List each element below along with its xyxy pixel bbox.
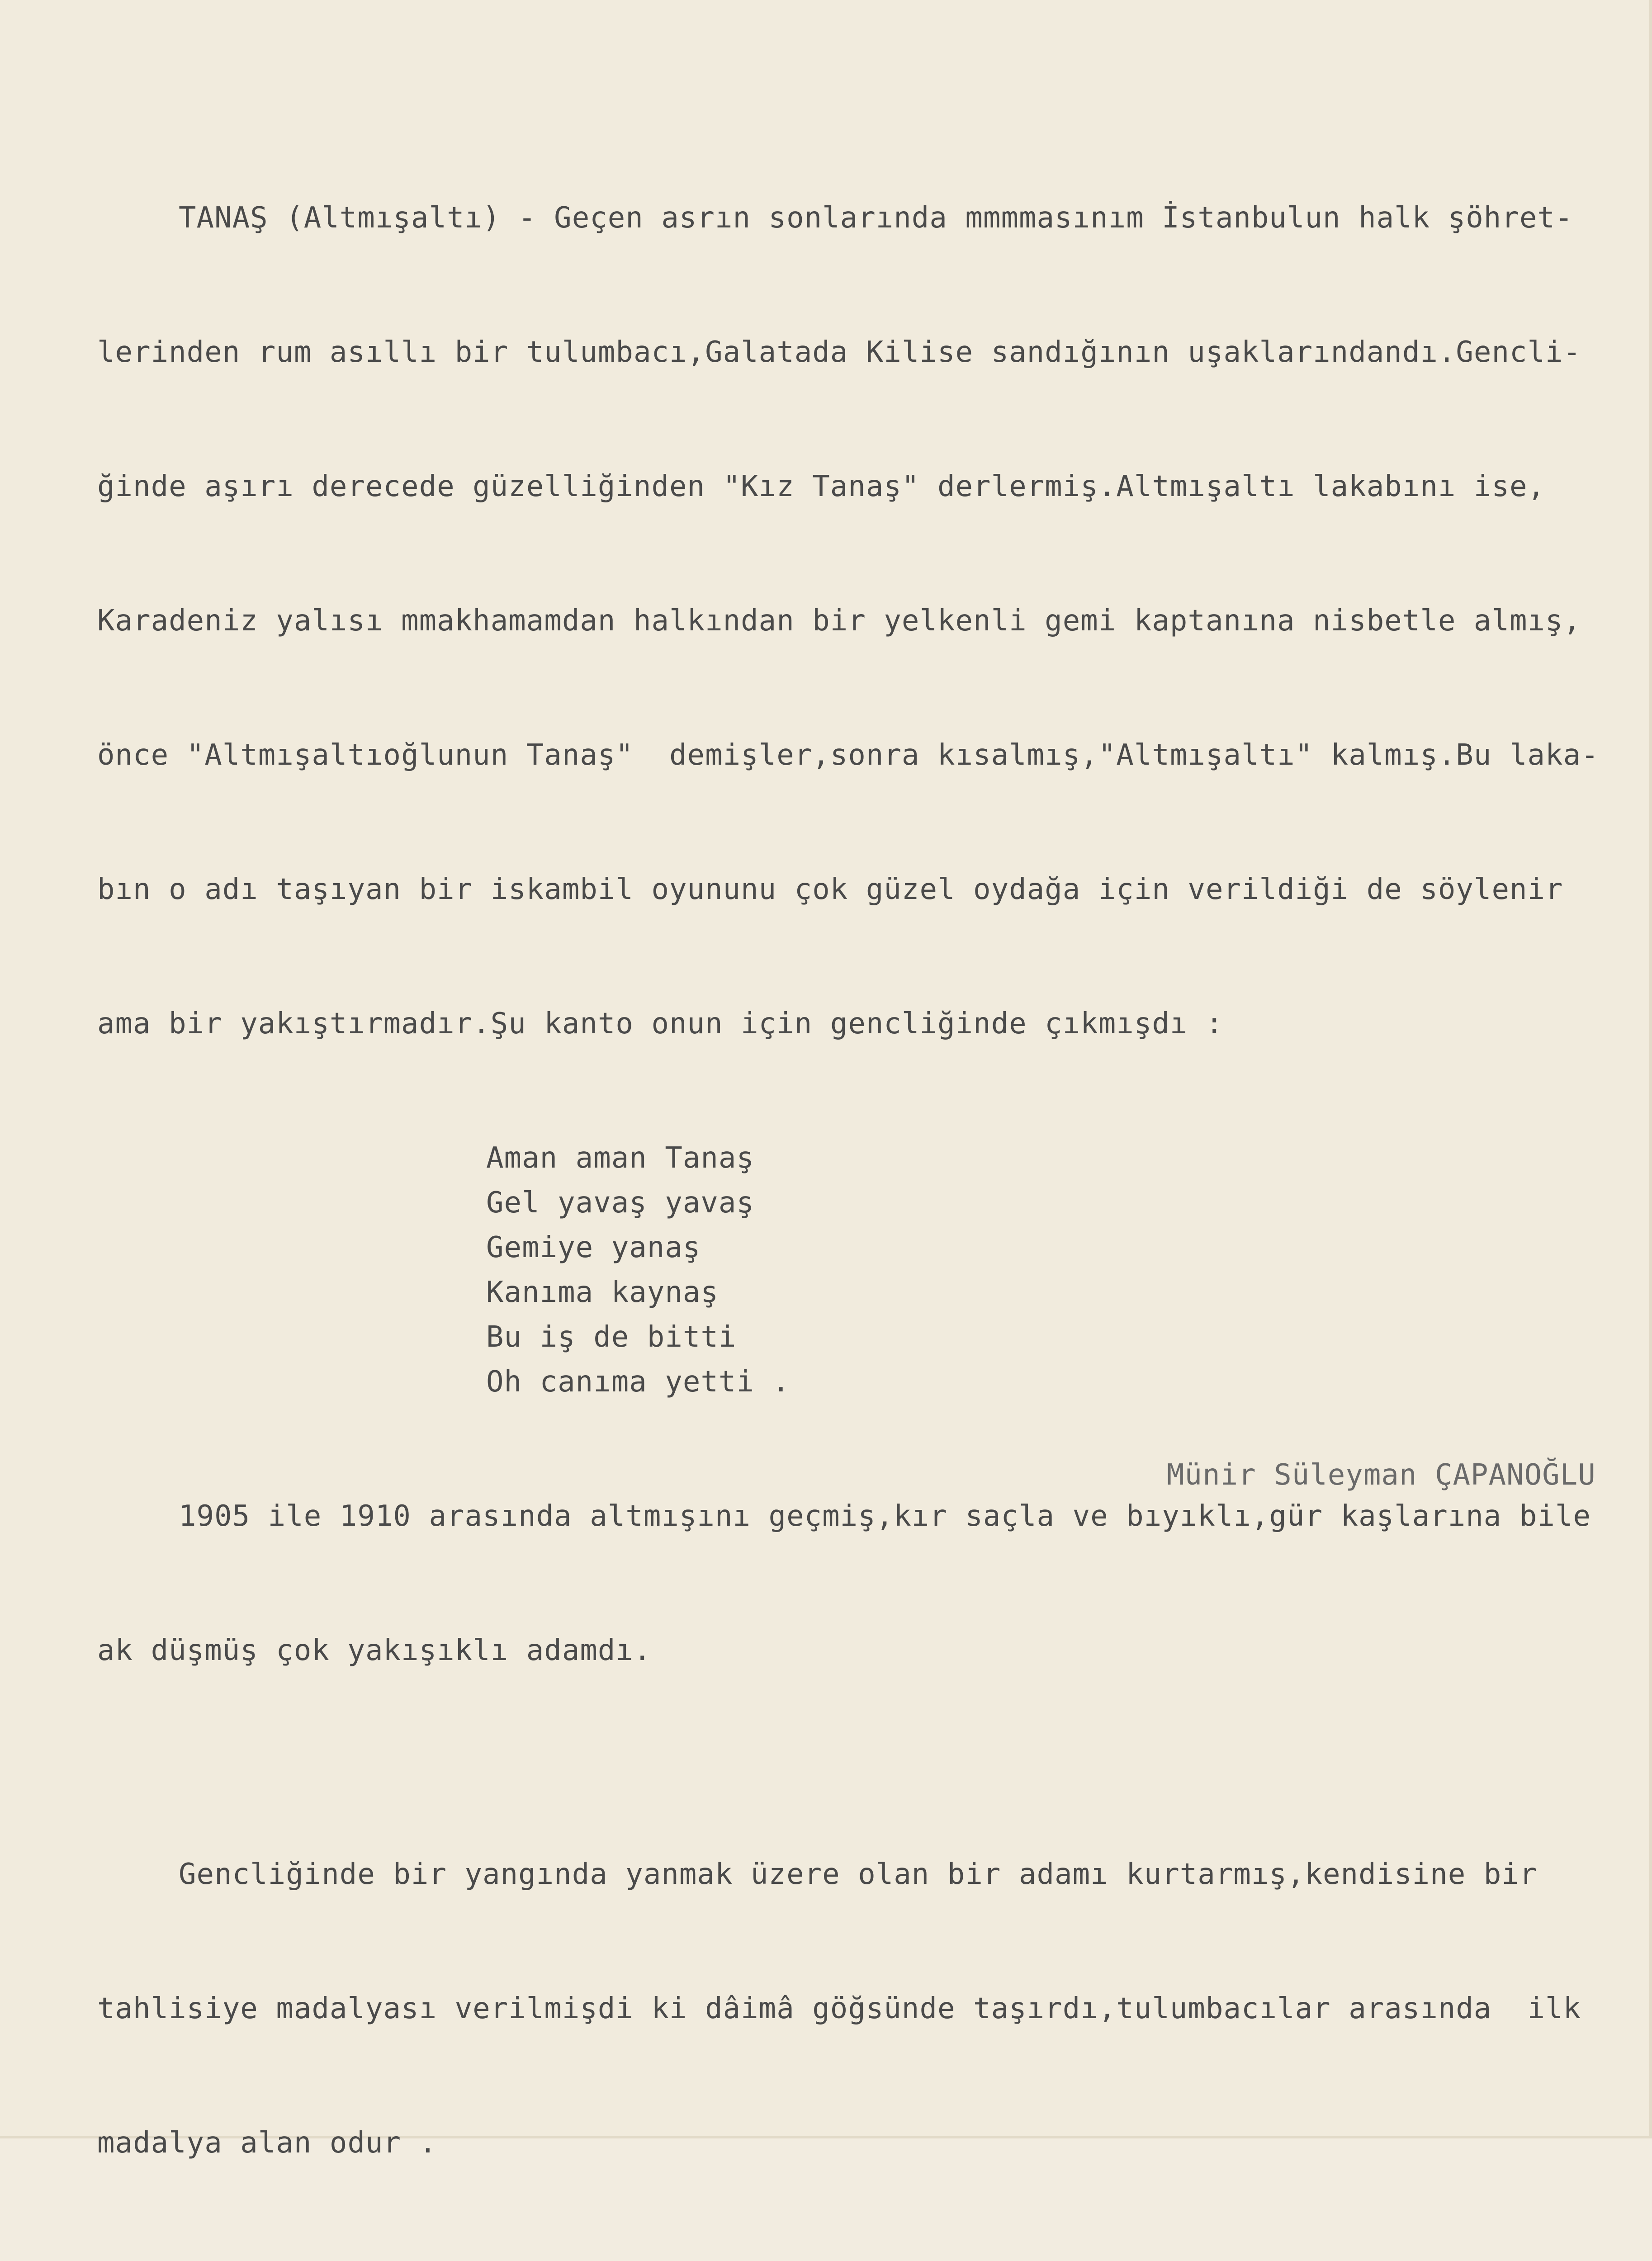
- paragraph-line: madalya alan odur .: [97, 2126, 437, 2160]
- poem-verse: Bu iş de bitti: [486, 1320, 737, 1354]
- kanto-poem: [97, 1136, 1635, 1405]
- paragraph-line: ak düşmüş çok yakışıklı adamdı.: [97, 1634, 652, 1667]
- poem-verse: Kanıma kaynaş: [486, 1276, 719, 1309]
- poem-verse: Oh canıma yetti .: [486, 1365, 790, 1399]
- paragraph-line: Gencliğinde bir yangında yanmak üzere olan bir adamı kurtarmış,kendisine bir: [179, 1858, 1538, 1891]
- intro-line: Karadeniz yalısı mmakhamamdan halkından bir yelkenli gemi kaptanına nisbetle almış,: [97, 604, 1581, 638]
- paragraph-medal: [97, 1763, 1635, 2255]
- poem-verse: Aman aman Tanaş: [486, 1141, 754, 1175]
- intro-line: ama bir yakıştırmadır.Şu kanto onun için gencliğinde çıkmışdı :: [97, 1007, 1224, 1041]
- intro-line: bın o adı taşıyan bir iskambil oyununu çok güzel oydağa için verildiği de söylenir: [97, 873, 1563, 906]
- intro-line: ğinde aşırı derecede güzelliğinden "Kız Tanaş" derlermiş.Altmışaltı lakabını ise,: [97, 470, 1546, 503]
- poem-verse: Gemiye yanaş: [486, 1231, 701, 1264]
- intro-line: TANAŞ (Altmışaltı) - Geçen asrın sonlarında mmmmasınım İstanbulun halk şöhret-: [179, 201, 1573, 235]
- intro-line: lerinden rum asıllı bir tulumbacı,Galatada Kilise sandığının uşaklarındandı.Gencli-: [97, 336, 1581, 369]
- paragraph-line: 1905 ile 1910 arasında altmışını geçmiş,kır saçla ve bıyıklı,gür kaşlarına bile: [179, 1499, 1591, 1533]
- intro-line: önce "Altmışaltıoğlunun Tanaş" demişler,sonra kısalmış,"Altmışaltı" kalmış.Bu laka-: [97, 738, 1599, 772]
- paragraph-line: tahlisiye madalyası verilmişdi ki dâimâ göğsünde taşırdı,tulumbacılar arasında ilk: [97, 1992, 1581, 2025]
- paragraph-fotika: [97, 2255, 1635, 2261]
- intro-paragraph: [97, 106, 1635, 1136]
- author-signature: Münir Süleyman ÇAPANOĞLU: [1167, 1458, 1596, 1492]
- poem-verse: Gel yavaş yavaş: [486, 1186, 754, 1220]
- typed-text-body: [97, 106, 1635, 2261]
